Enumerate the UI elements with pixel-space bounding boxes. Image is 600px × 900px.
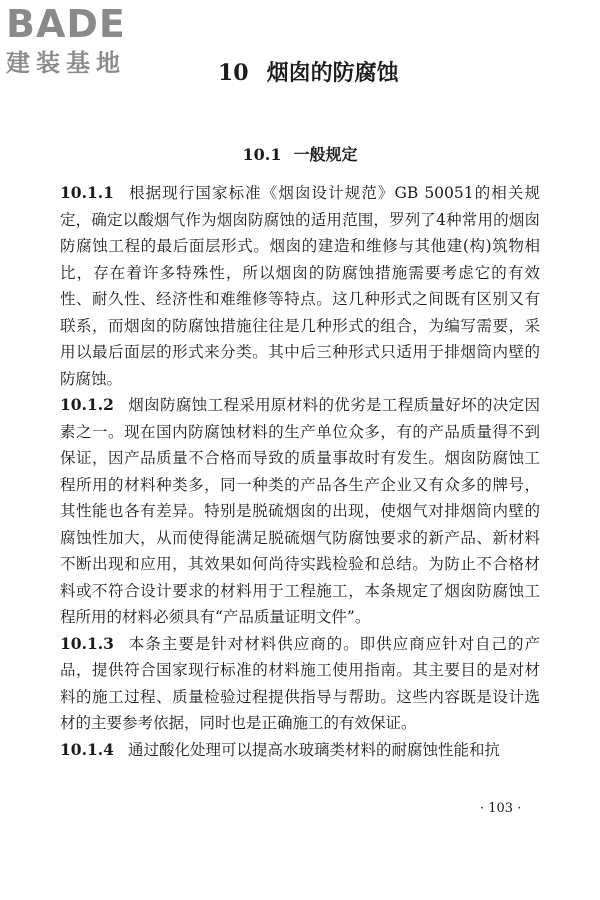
section-title-text: 一般规定 xyxy=(293,145,358,164)
section-title xyxy=(0,144,600,166)
page-number: · 103 · xyxy=(480,801,522,816)
paragraph-10-1-4 xyxy=(60,737,540,764)
chapter-number: 10 xyxy=(218,60,249,86)
clause-number: 10.1.4 xyxy=(60,739,114,759)
logo-wordmark: BADE xyxy=(6,2,126,46)
clause-number: 10.1.3 xyxy=(60,633,114,653)
clause-text: 根据现行国家标准《烟囱设计规范》GB 50051的相关规定，确定以酸烟气作为烟囱防腐蚀的适用范围，罗列了4种常用的烟囱防腐蚀工程的最后面层形式。烟囱的建造和维修与其他建(构)筑物相比，存在着许多特殊性，所以烟囱的防腐蚀措施需要考虑它的有效性、耐久性、经济性和难维修等特点。这几种形式之间既有区别又有联系，而烟囱的防腐蚀措施往往是几种形式的组合，为编写需要，采用以最后面层的形式来分类。其中后三种形式只适用于排烟筒内壁的防腐蚀。 xyxy=(60,184,540,388)
clause-number: 10.1.2 xyxy=(60,395,114,414)
clause-text: 烟囱防腐蚀工程采用原材料的优劣是工程质量好坏的决定因素之一。现在国内防腐蚀材料的生产单位众多，有的产品质量得不到保证，因产品质量不合格而导致的质量事故时有发生。烟囱防腐蚀工程所用的材料种类多，同一种类的产品各生产企业又有众多的牌号，其性能也各有差异。特别是脱硫烟囱的出现，使烟气对排烟筒内壁的腐蚀性加大，从而使得能满足脱硫烟气防腐蚀要求的新产品、新材料不断出现和应用，其效果如何尚待实践检验和总结。为防止不合格材料或不符合设计要求的材料用于工程施工，本条规定了烟囱防腐蚀工程所用的材料必须具有“产品质量证明文件”。 xyxy=(60,396,540,626)
section-number: 10.1 xyxy=(242,145,282,164)
chapter-title xyxy=(218,58,399,88)
logo xyxy=(6,2,176,78)
paragraph-10-1-3 xyxy=(60,631,540,737)
clause-text: 通过酸化处理可以提高水玻璃类材料的耐腐蚀性能和抗 xyxy=(127,740,500,759)
clause-text: 本条主要是针对材料供应商的。即供应商应针对自己的产品，提供符合国家现行标准的材料施工使用指南。其主要目的是对材料的施工过程、质量检验过程提供指导与帮助。这些内容既是设计选材的主要参考依据，同时也是正确施工的有效保证。 xyxy=(60,634,540,732)
clause-number: 10.1.1 xyxy=(60,183,114,202)
paragraph-10-1-2 xyxy=(60,392,540,631)
chapter-title-text: 烟囱的防腐蚀 xyxy=(266,60,399,86)
logo-subtitle: 建装基地 xyxy=(6,49,126,77)
body-text xyxy=(60,180,540,763)
paragraph-10-1-1 xyxy=(60,180,540,392)
